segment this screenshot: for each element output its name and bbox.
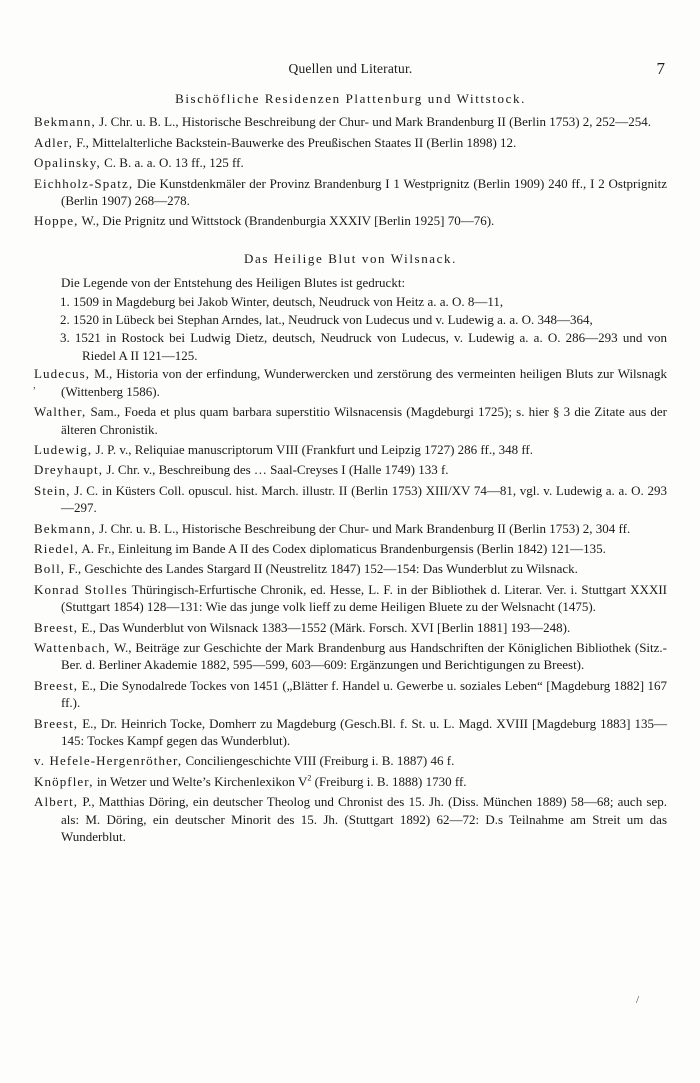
margin-mark: ,: [33, 379, 36, 391]
entry-text: Thüringisch-Erfurtische Chronik, ed. Hesse, L. F. in der Bibliothek d. Literar. Ver. i. Stuttgart XXXII (Stuttgart 1854) 128—131: Wie das junge volk lieff zu deme Heiligen Bluete zu der Welsnacht (1475).: [61, 581, 667, 615]
entry-text: Die Kunstdenkmäler der Provinz Brandenburg I 1 Westprignitz (Berlin 1909) 240 ff., I 2 Ostprignitz (Berlin 1907) 268—278.: [61, 175, 667, 209]
bibliography-entry: [34, 403, 667, 438]
bibliography-entry: [34, 540, 667, 557]
running-title: Quellen und Literatur.: [288, 61, 413, 76]
entry-text: F., Geschichte des Landes Stargard II (Neustrelitz 1847) 152—154: Das Wunderblut zu Wilsnack.: [65, 561, 578, 577]
bibliography-entry: [34, 482, 667, 517]
entry-author: Breest,: [34, 619, 79, 635]
entry-author: Opalinsky,: [34, 155, 101, 171]
entry-author: Bekmann,: [34, 114, 96, 130]
document-page: [34, 60, 667, 848]
entry-text: W., Die Prignitz und Wittstock (Brandenburgia XXXIV [Berlin 1925] 70—76).: [78, 213, 495, 229]
bibliography-entry: [34, 619, 667, 636]
numbered-list: [34, 293, 667, 365]
item-number: 1.: [60, 293, 70, 309]
bibliography-list: [34, 113, 667, 229]
bibliography-entry: [34, 715, 667, 750]
section-wilsnack: [34, 250, 667, 846]
item-number: 2.: [60, 312, 70, 328]
entry-author: v. Hefele-Hergenröther,: [34, 753, 183, 769]
entry-text: M., Historia von der erfindung, Wunderwercken und zerstörung des vermeinten heiligen Bluts zur Wilsnagk (Wittenberg 1586).: [61, 366, 667, 399]
bibliography-entry: [34, 365, 667, 400]
bibliography-list: [34, 365, 667, 845]
bibliography-entry: [34, 212, 667, 229]
entry-author: Wattenbach,: [34, 639, 111, 655]
entry-text: E., Dr. Heinrich Tocke, Domherr zu Magdeburg (Gesch.Bl. f. St. u. L. Magd. XVIII [Magdeburg 1883] 135—145: Tockes Kampf gegen das Wunderblut).: [61, 715, 667, 748]
entry-author: Breest,: [34, 677, 79, 693]
entry-text: Conciliengeschichte VIII (Freiburg i. B. 1887) 46 f.: [182, 753, 455, 769]
entry-text: W., Beiträge zur Geschichte der Mark Brandenburg aus Handschriften der Königlichen Bibliothek (Sitz.-Ber. d. Berliner Akademie 1882, 595—599, 603—609: Ergänzungen und Berichtigungen zu Breest).: [61, 639, 667, 673]
entry-author: Hoppe,: [34, 213, 79, 229]
bibliography-entry: [34, 773, 667, 790]
entry-text: E., Das Wunderblut von Wilsnack 1383—1552 (Märk. Forsch. XVI [Berlin 1881] 193—248).: [78, 619, 571, 635]
entry-author: Adler,: [34, 134, 73, 150]
bibliography-entry: [34, 677, 667, 712]
entry-text: J. C. in Küsters Coll. opuscul. hist. March. illustr. II (Berlin 1753) XIII/XV 74—81, vgl. v. Ludewig a. a. O. 293—297.: [61, 482, 667, 516]
entry-text: Sam., Foeda et plus quam barbara superstitio Wilsnacensis (Magdeburgi 1725); s. hier § 3 die Zitate aus der älteren Chronistik.: [61, 404, 667, 437]
entry-author: Eichholz-Spatz,: [34, 175, 134, 191]
bibliography-entry: [34, 154, 667, 171]
entry-author: Albert,: [34, 794, 79, 810]
entry-text: E., Die Synodalrede Tockes von 1451 („Blätter f. Handel u. Gewerbe u. soziales Leben“ [Magdeburg 1882] 167 ff.).: [61, 677, 667, 711]
entry-text: J. Chr. u. B. L., Historische Beschreibung der Chur- und Mark Brandenburg II (Berlin 1753) 2, 304 ff.: [95, 520, 631, 536]
entry-author: Bekmann,: [34, 520, 96, 536]
item-text: 1509 in Magdeburg bei Jakob Winter, deutsch, Neudruck von Heitz a. a. O. 8—11,: [73, 293, 504, 309]
entry-text: C. B. a. a. O. 13 ff., 125 ff.: [100, 155, 244, 171]
bibliography-entry: [34, 441, 667, 458]
bibliography-entry: [34, 461, 667, 478]
item-text: 1521 in Rostock bei Ludwig Dietz, deutsch, Neudruck von Ludecus, v. Ludewig a. a. O. 286—293 und von Riedel A II 121—125.: [74, 330, 667, 363]
bibliography-entry: [34, 639, 667, 674]
margin-mark: /: [636, 994, 640, 1006]
entry-text: P., Matthias Döring, ein deutscher Theolog und Chronist des 15. Jh. (Diss. München 1889) 58—68; auch sep. als: M. Döring, ein deutscher Minorit des 15. Jh. (Stuttgart 1892) 62—72: D.s Teilnahme am Streit um das Wunderblut.: [61, 794, 667, 845]
entry-author: Stein,: [34, 482, 71, 498]
item-number: 3.: [60, 330, 70, 346]
entry-text: J. P. v., Reliquiae manuscriptorum VIII (Frankfurt und Leipzig 1727) 286 ff., 348 ff.: [92, 441, 533, 457]
bibliography-entry: [34, 113, 667, 130]
numbered-item: [34, 329, 667, 364]
section-title: Bischöfliche Residenzen Plattenburg und Wittstock.: [175, 91, 526, 106]
bibliography-entry: [34, 581, 667, 616]
entry-text: in Wetzer und Welte’s Kirchenlexikon $V^2$ (Freiburg i. B. 1888) 1730 ff.: [93, 773, 467, 789]
section-title: Das Heilige Blut von Wilsnack.: [244, 250, 457, 266]
bibliography-entry: [34, 752, 667, 769]
entry-author: Riedel,: [34, 540, 79, 556]
bibliography-entry: [34, 175, 667, 210]
entry-author: Ludewig,: [34, 441, 93, 457]
entry-author: Knöpfler,: [34, 773, 94, 789]
page-header: [34, 60, 667, 86]
entry-author: Walther,: [34, 404, 87, 420]
entry-text: A. Fr., Einleitung im Bande A II des Codex diplomaticus Brandenburgensis (Berlin 1842) 121—135.: [78, 540, 606, 556]
entry-text: J. Chr. v., Beschreibung des … Saal-Creyses I (Halle 1749) 133 f.: [103, 462, 449, 478]
entry-author: Breest,: [34, 715, 79, 731]
entry-text: J. Chr. u. B. L., Historische Beschreibung der Chur- und Mark Brandenburg II (Berlin 1753) 2, 252—254.: [95, 114, 652, 130]
superscript: 2: [307, 773, 312, 783]
numbered-item: [34, 311, 667, 328]
item-text: 1520 in Lübeck bei Stephan Arndes, lat., Neudruck von Ludecus und v. Ludewig a. a. O. 348—364,: [73, 312, 593, 328]
entry-author: Dreyhaupt,: [34, 462, 104, 478]
entry-text: F., Mittelalterliche Backstein-Bauwerke des Preußischen Staates II (Berlin 1898) 12.: [72, 134, 517, 150]
bibliography-entry: [34, 793, 667, 845]
intro-text: Die Legende von der Entstehung des Heiligen Blutes ist gedruckt:: [61, 275, 406, 291]
entry-author: Boll,: [34, 561, 66, 577]
bibliography-entry: [34, 520, 667, 537]
numbered-item: [34, 293, 667, 310]
entry-author: Konrad Stolles: [34, 581, 128, 597]
bibliography-entry: [34, 134, 667, 151]
entry-author: Ludecus,: [34, 366, 91, 382]
section-residences: [34, 90, 667, 230]
bibliography-entry: [34, 560, 667, 577]
page-number: 7: [656, 59, 665, 78]
